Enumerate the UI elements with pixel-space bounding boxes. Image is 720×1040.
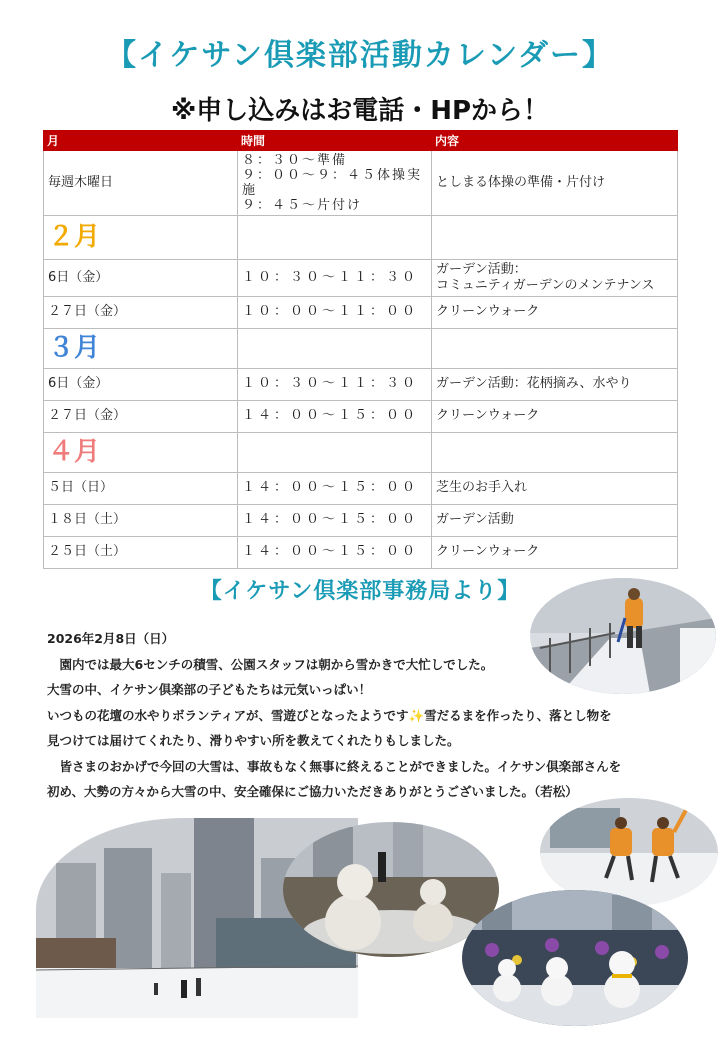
table-row xyxy=(44,151,678,216)
table-row xyxy=(44,401,678,433)
month-label-feb: ２月 xyxy=(44,216,238,260)
row-day: １８日（土） xyxy=(44,505,238,537)
report-text-segment: いつもの花壇の水やりボランティアが、雪遊びとなったようです xyxy=(47,707,409,723)
row-time-line: ８：３０～準備 xyxy=(242,153,348,168)
row-time: １４：００～１５：００ xyxy=(238,473,432,505)
table-row xyxy=(44,505,678,537)
month-row xyxy=(44,329,678,369)
row-content: クリーンウォーク xyxy=(432,537,678,569)
row-content xyxy=(432,260,678,297)
row-content-line: ガーデン活動： xyxy=(436,262,527,277)
row-time: １０：３０～１１：３０ xyxy=(238,369,432,401)
table-row xyxy=(44,473,678,505)
column-header-content: 内容 xyxy=(432,131,678,151)
page-subtitle: ※申し込みはお電話・HPから！ xyxy=(170,96,550,126)
month-row xyxy=(44,216,678,260)
row-time xyxy=(238,151,432,216)
table-header-row xyxy=(44,131,678,151)
table-row xyxy=(44,369,678,401)
table-row xyxy=(44,260,678,297)
row-content: ガーデン活動：花柄摘み、水やり xyxy=(432,369,678,401)
activity-calendar-table xyxy=(43,130,678,569)
report-paragraph: 見つけては届けてくれたり、滑りやすい所を教えてくれたりもしました。 xyxy=(47,733,460,748)
row-day: 6日（金） xyxy=(44,369,238,401)
row-content-line: コミュニティガーデンのメンテナンス xyxy=(436,278,655,293)
sparkle-icon: ✨ xyxy=(408,707,425,723)
office-section-title: 【イケサン倶楽部事務局より】 xyxy=(199,579,521,604)
report-paragraph: 園内では最大6センチの積雪、公園スタッフは朝から雪かきで大忙しでした。 xyxy=(47,656,494,672)
column-header-time: 時間 xyxy=(238,131,432,151)
page-title: 【イケサン倶楽部活動カレンダー】 xyxy=(106,38,614,73)
row-day: ２７日（金） xyxy=(44,401,238,433)
row-time-line: ９：４５～片付け xyxy=(242,198,363,213)
table-row xyxy=(44,297,678,329)
report-paragraph: 皆さまのおかげで今回の大雪は、事故もなく無事に終えることができました。イケサン倶楽部さんを xyxy=(47,758,622,774)
report-paragraph xyxy=(47,703,687,729)
column-header-month: 月 xyxy=(44,131,238,151)
row-time: １０：３０～１１：３０ xyxy=(238,260,432,297)
row-day: ５日（日） xyxy=(44,473,238,505)
row-day: ２５日（土） xyxy=(44,537,238,569)
row-day: 毎週木曜日 xyxy=(44,151,238,216)
month-label-mar: ３月 xyxy=(44,329,238,369)
row-time: １０：００～１１：００ xyxy=(238,297,432,329)
row-content: クリーンウォーク xyxy=(432,401,678,433)
row-time: １４：００～１５：００ xyxy=(238,505,432,537)
row-content: としまる体操の準備・片付け xyxy=(432,151,678,216)
snowmen-flowers-photo xyxy=(462,890,688,1026)
report-paragraph: 初め、大勢の方々から大雪の中、安全確保にご協力いただきありがとうございました。（若松） xyxy=(47,784,578,799)
office-report-text xyxy=(47,626,687,805)
row-day: 6日（金） xyxy=(44,260,238,297)
report-paragraph: 大雪の中、イケサン倶楽部の子どもたちは元気いっぱい！ xyxy=(47,682,372,697)
row-time-line: ９：００～９：４５体操実施 xyxy=(242,168,423,198)
row-content: クリーンウォーク xyxy=(432,297,678,329)
month-row xyxy=(44,433,678,473)
table-row xyxy=(44,537,678,569)
report-date: 2026年2月8日（日） xyxy=(47,631,175,646)
row-time: １４：００～１５：００ xyxy=(238,537,432,569)
row-time: １４：００～１５：００ xyxy=(238,401,432,433)
row-content: 芝生のお手入れ xyxy=(432,473,678,505)
row-content: ガーデン活動 xyxy=(432,505,678,537)
report-text-segment: 雪だるまを作ったり、落とし物を xyxy=(424,707,612,723)
row-day: ２７日（金） xyxy=(44,297,238,329)
month-label-apr: ４月 xyxy=(44,433,238,473)
